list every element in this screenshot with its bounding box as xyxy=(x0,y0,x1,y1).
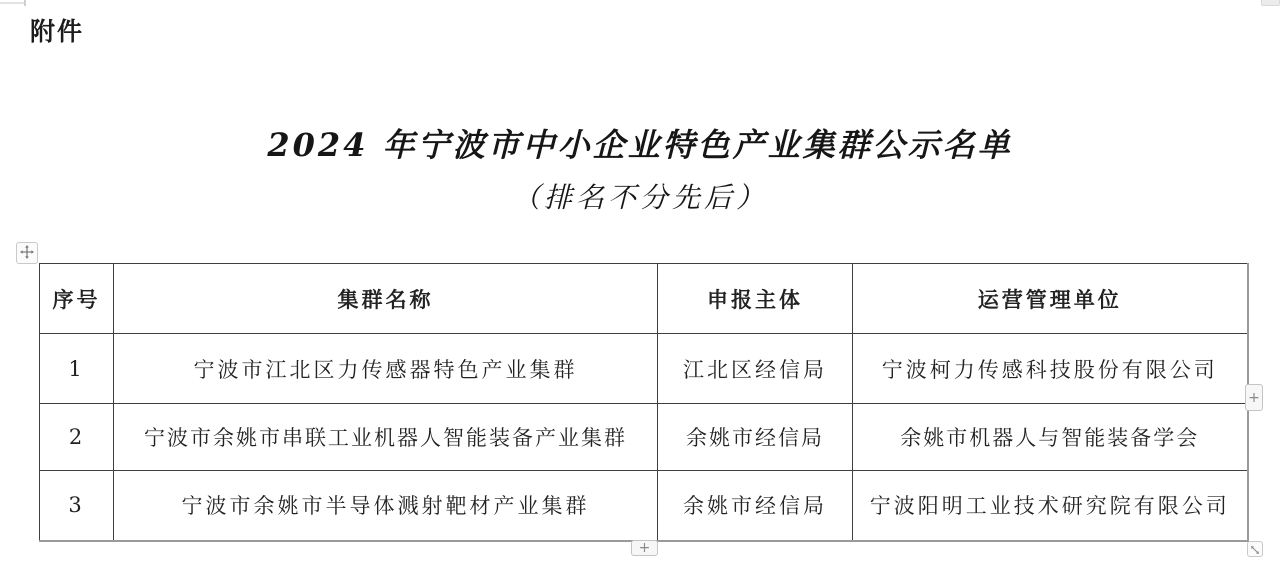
cell-operator[interactable]: 余姚市机器人与智能装备学会 xyxy=(853,404,1248,471)
header-cell-cluster-name[interactable]: 集群名称 xyxy=(114,264,658,334)
document-title: 2024 年宁波市中小企业特色产业集群公示名单 xyxy=(267,126,1013,164)
table-row xyxy=(40,334,1248,404)
insert-row-bottom-button[interactable] xyxy=(631,540,658,556)
cell-applicant[interactable]: 江北区经信局 xyxy=(658,334,853,404)
document-subtitle: （排名不分先后） xyxy=(511,181,768,214)
table-row xyxy=(40,471,1248,541)
table-move-icon xyxy=(20,244,34,263)
insert-row-right-button[interactable] xyxy=(1245,384,1263,411)
cell-cluster-name[interactable]: 宁波市余姚市串联工业机器人智能装备产业集群 xyxy=(114,404,658,471)
cropped-ui-fragment-top-left-tick xyxy=(24,0,26,6)
cell-index[interactable]: 1 xyxy=(40,334,114,404)
cell-cluster-name[interactable]: 宁波市余姚市半导体溅射靶材产业集群 xyxy=(114,471,658,541)
cell-cluster-name[interactable]: 宁波市江北区力传感器特色产业集群 xyxy=(114,334,658,404)
cell-index[interactable]: 3 xyxy=(40,471,114,541)
header-cell-applicant[interactable]: 申报主体 xyxy=(658,264,853,334)
table-header-row xyxy=(40,264,1248,334)
cropped-ui-fragment-top-left xyxy=(0,2,26,4)
cell-applicant[interactable]: 余姚市经信局 xyxy=(658,471,853,541)
table-resize-handle[interactable] xyxy=(1247,541,1263,557)
cropped-ui-fragment-top-right xyxy=(1261,0,1280,6)
header-cell-index[interactable]: 序号 xyxy=(40,264,114,334)
cell-applicant[interactable]: 余姚市经信局 xyxy=(658,404,853,471)
attachment-label: 附件 xyxy=(30,17,85,46)
clusters-table xyxy=(39,263,1249,542)
table-resize-icon xyxy=(1250,540,1260,559)
cell-index[interactable]: 2 xyxy=(40,404,114,471)
table-move-handle[interactable] xyxy=(16,242,38,264)
plus-icon: + xyxy=(638,540,651,556)
cell-operator[interactable]: 宁波阳明工业技术研究院有限公司 xyxy=(853,471,1248,541)
table-row xyxy=(40,404,1248,471)
cell-operator[interactable]: 宁波柯力传感科技股份有限公司 xyxy=(853,334,1248,404)
header-cell-operator[interactable]: 运营管理单位 xyxy=(853,264,1248,334)
plus-icon: + xyxy=(1248,389,1260,406)
